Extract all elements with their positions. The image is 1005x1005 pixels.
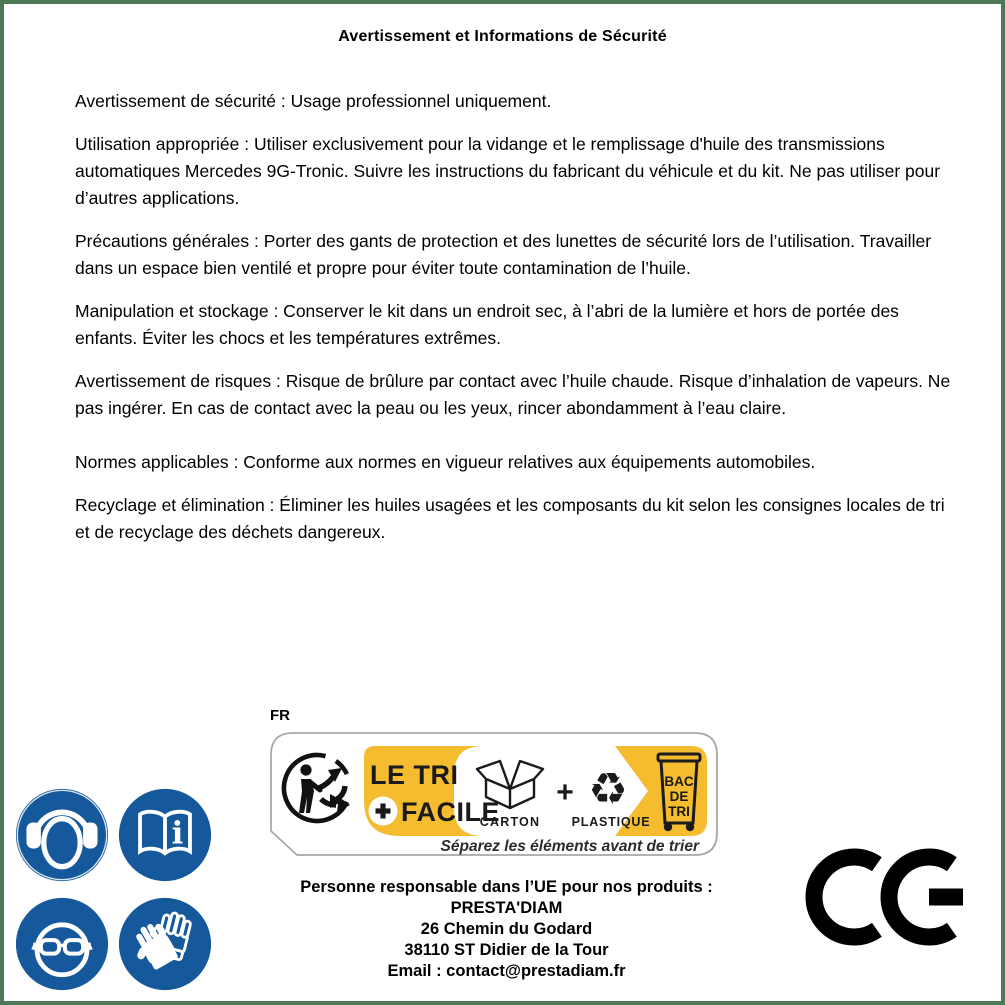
paragraph-avertissement-securite: Avertissement de sécurité : Usage professionnel uniquement.	[75, 91, 552, 111]
paragraph-precautions-generales: Précautions générales : Porter des gants de protection et des lunettes de sécurité lors de l’utilisation. Travailler dans un espace bien ventilé et propre pour éviter toute contamination de l’huile.	[75, 231, 932, 278]
paragraph-utilisation-appropriee: Utilisation appropriée : Utiliser exclusivement pour la vidange et le remplissage d'huile des transmissions automatiques Mercedes 9G-Tronic. Suivre les instructions du fabricant du véhicule et du kit. Ne pas utiliser pour d’autres applications.	[75, 134, 941, 208]
le-tri-headline: LE TRI	[370, 760, 459, 790]
facile-headline: FACILE	[401, 797, 501, 827]
separation-instruction: Séparez les éléments avant de trier	[440, 838, 699, 855]
page-title: Avertissement et Informations de Sécurité	[338, 28, 667, 45]
plastique-label: PLASTIQUE	[571, 815, 651, 829]
svg-text:i: i	[171, 815, 184, 852]
eu-responsible-email: Email : contact@prestadiam.fr	[387, 962, 626, 980]
country-code-fr: FR	[270, 707, 290, 724]
eu-responsible-company: PRESTA'DIAM	[450, 899, 563, 917]
plastique-recycle-icon: ♻	[588, 764, 628, 815]
bin-text-bac: BAC	[664, 774, 694, 789]
carton-label: CARTON	[479, 815, 541, 829]
info-tri-recycling-label	[267, 731, 722, 861]
paragraph-avertissement-risques: Avertissement de risques : Risque de brûlure par contact avec l’huile chaude. Risque d’inhalation de vapeurs. Ne pas ingérer. En cas de contact avec la peau ou les yeux, rincer abondamment à l’eau claire.	[75, 371, 951, 418]
eu-responsible-city: 38110 ST Didier de la Tour	[404, 941, 609, 959]
eu-responsible-street: 26 Chemin du Godard	[420, 920, 593, 938]
paragraph-normes-applicables: Normes applicables : Conforme aux normes en vigueur relatives aux équipements automobiles.	[75, 452, 816, 472]
bin-text-de: DE	[669, 789, 689, 804]
paragraph-recyclage-elimination: Recyclage et élimination : Éliminer les huiles usagées et les composants du kit selon les consignes locales de tri et de recyclage des déchets dangereux.	[75, 495, 945, 542]
bin-text-tri: TRI	[668, 804, 690, 819]
materials-plus-sign: +	[556, 776, 574, 809]
ce-mark-icon	[784, 836, 1004, 966]
paragraph-manipulation-stockage: Manipulation et stockage : Conserver le kit dans un endroit sec, à l’abri de la lumière et hors de portée des enfants. Éviter les chocs et les températures extrêmes.	[75, 301, 899, 348]
safety-paragraphs	[75, 88, 957, 562]
eu-responsible-heading: Personne responsable dans l’UE pour nos produits :	[300, 878, 713, 896]
